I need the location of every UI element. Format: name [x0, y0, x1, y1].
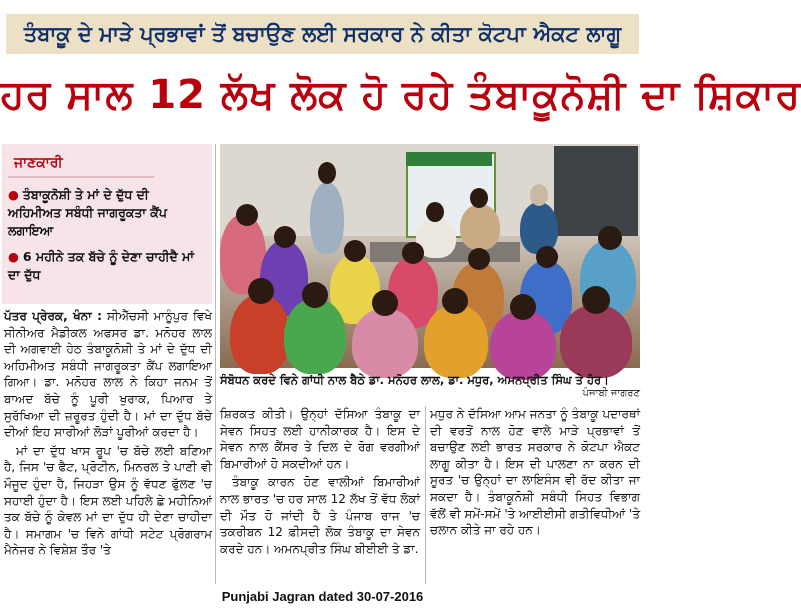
photo-audience: [560, 304, 632, 378]
article-column-2: [220, 406, 420, 559]
photo-official-head: [426, 202, 444, 222]
photo-official: [460, 204, 500, 250]
sidebar-item: [8, 186, 206, 240]
photo-audience-head: [582, 286, 610, 314]
article-paragraph: [220, 406, 420, 472]
photo-audience-head: [468, 248, 490, 270]
dateline: ਪੱਤਰ ਪ੍ਰੇਰਕ, ਖੰਨਾ :: [4, 309, 102, 323]
article-paragraph: [4, 443, 212, 559]
news-photo: [220, 144, 640, 368]
sidebar-item-text: ਤੰਬਾਕੂਨੋਸ਼ੀ ਤੇ ਮਾਂ ਦੇ ਦੁੱਧ ਦੀ ਅਹਿਮੀਅਤ ਸਬੰਧੀ ਜਾਗਰੂਕਤਾ ਕੈਂਪ ਲਗਾਇਆ: [8, 187, 167, 238]
photo-audience-head: [442, 288, 468, 314]
article-text: ਮਧੁਰ ਨੇ ਦੱਸਿਆ ਆਮ ਜਨਤਾ ਨੂੰ ਤੰਬਾਕੂ ਪਦਾਰਥਾਂ ਦੀ ਵਰਤੋਂ ਨਾਲ ਹੋਣ ਵਾਲੇ ਮਾੜੇ ਪ੍ਰਭਾਵਾਂ ਤੋਂ ਬਚਾਉਣ ਲਈ ਭਾਰਤ ਸਰਕਾਰ ਨੇ ਕੋਟਪਾ ਐਕਟ ਲਾਗੂ ਕੀਤਾ ਹੈ। ਇਸ ਦੀ ਪਾਲਣਾ ਨਾ ਕਰਨ ਦੀ ਸੂਰਤ 'ਚ ਉਨ੍ਹਾਂ ਦਾ ਲਾਇਸੰਸ ਵੀ ਰੱਦ ਕੀਤਾ ਜਾ ਸਕਦਾ ਹੈ। ਤੰਬਾਕੂਨੋਸ਼ੀ ਸਬੰਧੀ ਸਿਹਤ ਵਿਭਾਗ ਵੱਲੋਂ ਵੀ ਸਮੇਂ-ਸਮੇਂ 'ਤੇ ਆਈਈਸੀ ਗਤੀਵਿਧੀਆਂ 'ਤੇ ਚਲਾਨ ਕੀਤੇ ਜਾ ਰਹੇ ਹਨ।: [430, 407, 640, 538]
sidebar-title: ਜਾਣਕਾਰੀ: [8, 150, 154, 178]
column-divider: [215, 144, 216, 584]
article-column-1: [4, 308, 212, 561]
photo-audience-head: [274, 226, 296, 248]
photo-official-head: [470, 188, 488, 208]
bullet-icon: ●: [8, 249, 19, 264]
page-headline: ਹਰ ਸਾਲ 12 ਲੱਖ ਲੋਕ ਹੋ ਰਹੇ ਤੰਬਾਕੂਨੋਸ਼ੀ ਦਾ ਸ਼ਿਕਾਰ: [0, 72, 801, 118]
sidebar-item: [8, 248, 206, 284]
article-text: ਸ਼ਿਰਕਤ ਕੀਤੀ। ਉਨ੍ਹਾਂ ਦੱਸਿਆ ਤੰਬਾਕੂ ਦਾ ਸੇਵਨ ਸਿਹਤ ਲਈ ਹਾਨੀਕਾਰਕ ਹੈ। ਇਸ ਦੇ ਸੇਵਨ ਨਾਲ ਕੈਂਸਰ ਤੇ ਦਿਲ ਦੇ ਰੋਗ ਵਰਗੀਆਂ ਬਿਮਾਰੀਆਂ ਹੋ ਸਕਦੀਆਂ ਹਨ।: [220, 407, 420, 471]
article-paragraph: [430, 406, 640, 539]
bullet-icon: ●: [8, 187, 19, 202]
photo-audience: [424, 304, 488, 378]
photo-official: [520, 202, 558, 254]
photo-audience-head: [402, 242, 424, 264]
photo-audience: [352, 308, 418, 378]
photo-caption: ਸੰਬੋਧਨ ਕਰਦੇ ਵਿਨੇ ਗਾਂਧੀ ਨਾਲ ਬੈਠੇ ਡਾ. ਮਨੋਹਰ ਲਾਲ, ਡਾ. ਮਧੁਰ, ਅਮਨਪ੍ਰੀਤ ਸਿੰਘ ਤੇ ਹੋਰ।: [220, 373, 609, 387]
article-text: ਮਾਂ ਦਾ ਦੁੱਧ ਖਾਸ ਰੂਪ 'ਚ ਬੱਚੇ ਲਈ ਬਣਿਆ ਹੈ, ਜਿਸ 'ਚ ਫੈਟ, ਪ੍ਰੋਟੀਨ, ਮਿਨਰਲ ਤੇ ਪਾਣੀ ਵੀ ਮੌਜੂਦ ਹੁੰਦਾ ਹੈ, ਜਿਹੜਾ ਉਸ ਨੂੰ ਵੱਧਣ ਫੁੱਲਣ 'ਚ ਸਹਾਈ ਹੁੰਦਾ ਹੈ। ਇਸ ਲਈ ਪਹਿਲੇ ਛੇ ਮਹੀਨਿਆਂ ਤਕ ਬੱਚੇ ਨੂੰ ਕੇਵਲ ਮਾਂ ਦਾ ਦੁੱਧ ਹੀ ਦੇਣਾ ਚਾਹੀਦਾ ਹੈ। ਸਮਾਗਮ 'ਚ ਵਿਨੇ ਗਾਂਧੀ ਸਟੇਟ ਪ੍ਰੋਗਰਾਮ ਮੈਨੇਜਰ ਨੇ ਵਿਸ਼ੇਸ਼ ਤੌਰ 'ਤੇ: [4, 443, 212, 558]
photo-audience-head: [302, 282, 328, 308]
article-paragraph: [220, 474, 420, 557]
source-footer: Punjabi Jagran dated 30-07-2016: [221, 589, 424, 604]
photo-audience: [490, 310, 556, 380]
photo-official-head: [530, 184, 548, 206]
photo-audience-head: [372, 290, 398, 316]
photo-audience-head: [536, 246, 558, 268]
sidebar-item-text: 6 ਮਹੀਨੇ ਤਕ ਬੱਚੇ ਨੂੰ ਦੇਣਾ ਚਾਹੀਦੈ ਮਾਂ ਦਾ ਦੁੱਧ: [8, 249, 194, 282]
photo-audience-head: [236, 204, 258, 226]
photo-banner-strip: [406, 152, 492, 166]
photo-audience-head: [598, 226, 622, 250]
info-sidebar: [2, 144, 212, 304]
photo-audience-head: [248, 278, 274, 304]
photo-window: [554, 146, 638, 236]
column-divider: [425, 406, 426, 584]
photo-credit: ਪੰਜਾਬੀ ਜਾਗਰਣ: [582, 388, 640, 399]
photo-audience: [230, 294, 290, 374]
article-column-3: [430, 406, 640, 541]
article-text: ਸੀਐੱਚਸੀ ਮਾਨੂੰਪੁਰ ਵਿਖੇ ਸੀਨੀਅਰ ਮੈਡੀਕਲ ਅਫਸਰ ਡਾ. ਮਨੋਹਰ ਲਾਲ ਦੀ ਅਗਵਾਈ ਹੇਠ ਤੰਬਾਕੂਨੋਸ਼ੀ ਤੇ ਮਾਂ ਦੇ ਦੁੱਧ ਦੀ ਅਹਿਮੀਅਤ ਸਬੰਧੀ ਜਾਗਰੂਕਤਾ ਕੈਂਪ ਲਗਾਇਆ ਗਿਆ। ਡਾ. ਮਨੋਹਰ ਲਾਲ ਨੇ ਕਿਹਾ ਜਨਮ ਤੋਂ ਬਾਅਦ ਬੱਚੇ ਨੂੰ ਪੂਰੀ ਖੁਰਾਕ, ਪਿਆਰ ਤੇ ਸੁਰੱਖਿਆ ਦੀ ਜ਼ਰੂਰਤ ਹੁੰਦੀ ਹੈ। ਮਾਂ ਦਾ ਦੁੱਧ ਬੱਚੇ ਦੀਆਂ ਇਹ ਸਾਰੀਆਂ ਲੋੜਾਂ ਪੂਰੀਆਂ ਕਰਦਾ ਹੈ।: [4, 309, 212, 440]
article-paragraph: [4, 308, 212, 441]
kicker-banner: [0, 0, 645, 56]
photo-audience-head: [510, 294, 536, 320]
photo-speaker-head: [318, 162, 336, 184]
kicker-text: ਤੰਬਾਕੂ ਦੇ ਮਾੜੇ ਪ੍ਰਭਾਵਾਂ ਤੋਂ ਬਚਾਉਣ ਲਈ ਸਰਕਾਰ ਨੇ ਕੀਤਾ ਕੋਟਪਾ ਐਕਟ ਲਾਗੂ: [23, 22, 622, 46]
photo-audience-head: [344, 240, 366, 262]
article-text: ਤੰਬਾਕੂ ਕਾਰਨ ਹੋਣ ਵਾਲੀਆਂ ਬਿਮਾਰੀਆਂ ਨਾਲ ਭਾਰਤ 'ਚ ਹਰ ਸਾਲ 12 ਲੱਖ ਤੋਂ ਵੱਧ ਲੋਕਾਂ ਦੀ ਮੌਤ ਹੋ ਜਾਂਦੀ ਹੈ ਤੇ ਪੰਜਾਬ ਰਾਜ 'ਚ ਤਕਰੀਬਨ 12 ਫ਼ੀਸਦੀ ਲੋਕ ਤੰਬਾਕੂ ਦਾ ਸੇਵਨ ਕਰਦੇ ਹਨ। ਅਮਨਪ੍ਰੀਤ ਸਿੰਘ ਬੀਈਈ ਤੇ ਡਾ.: [220, 475, 420, 556]
photo-speaker: [310, 182, 344, 254]
photo-audience: [284, 298, 346, 374]
